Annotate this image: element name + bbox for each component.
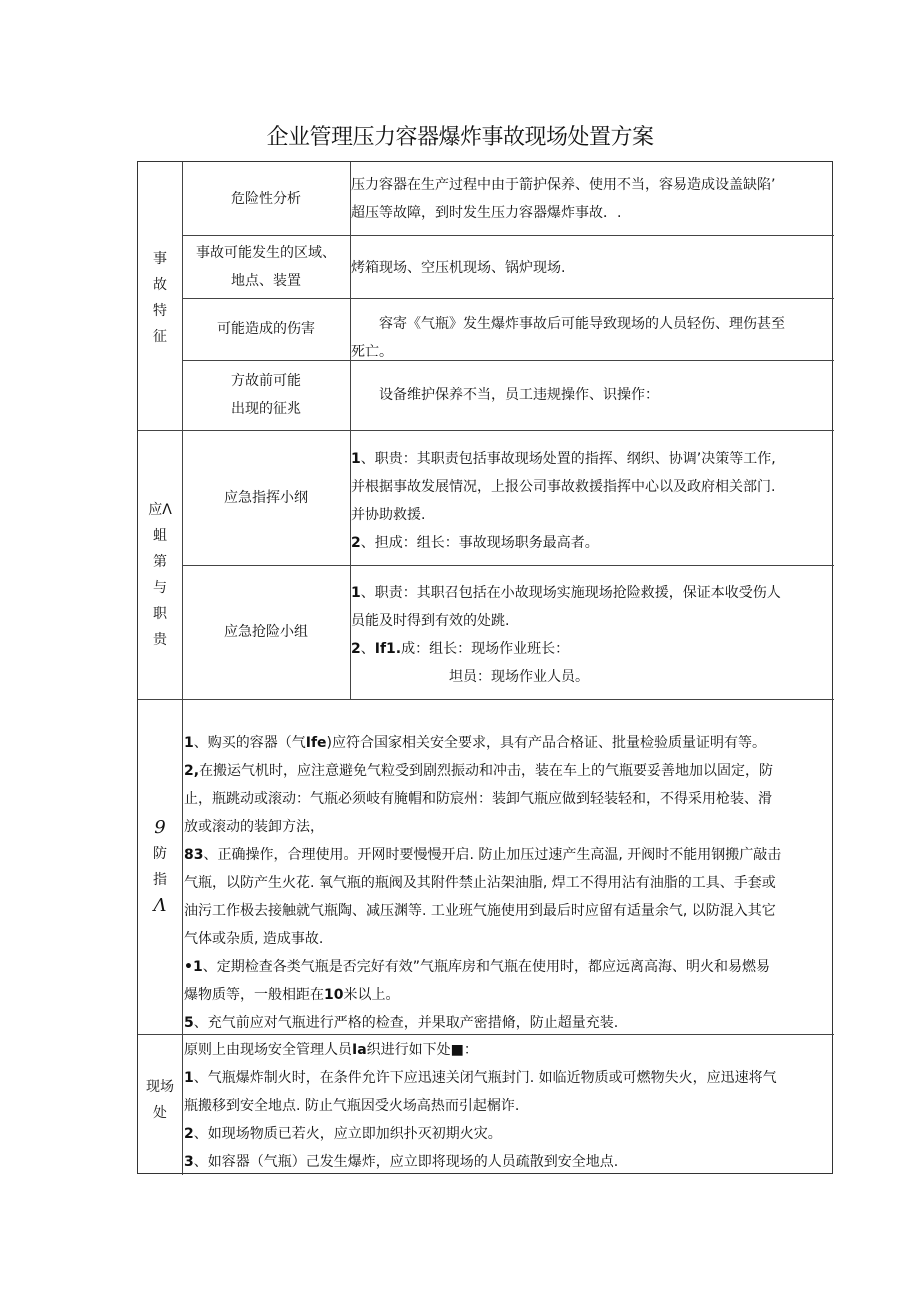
num: •1 (184, 959, 203, 975)
content-line: 烤箱现场、空压机现场、锅炉现场. (351, 260, 566, 276)
label-char: 指 (153, 871, 167, 888)
content-line (184, 925, 832, 953)
label-char: Λ (153, 894, 167, 916)
col-divider-1b (182, 699, 183, 1175)
row-label-text: 可能造成的伤害 (217, 321, 315, 337)
row-content-harm (351, 310, 831, 366)
row-label-command-group (182, 430, 350, 565)
text: 、充气前应对气瓶进行严格的检查，并果取产密措脩，防止超量充装. (193, 1015, 619, 1031)
content-line: 压力容器在生产过程中由于箭护保养、使用不当，容易造成设盖缺陷’ (351, 177, 776, 193)
label-char: 9 (154, 816, 166, 838)
row-label-text: 应急抢险小组 (224, 624, 308, 640)
num: 2, (184, 763, 200, 779)
row-label-text: 地点、装置 (231, 272, 301, 289)
label-char: 处 (153, 1104, 167, 1121)
content-line (351, 607, 831, 635)
content-line (351, 663, 831, 691)
label-char: 第 (153, 553, 167, 570)
section-divider (138, 699, 834, 700)
num: Ife (305, 735, 327, 751)
content-line: 死亡。 (351, 344, 393, 360)
row-content-rescue-group (351, 579, 831, 691)
label-char: 防 (153, 845, 167, 862)
num: 1 (351, 585, 361, 601)
section-label-dispose (138, 1034, 182, 1175)
plan-table (137, 161, 833, 1174)
text: 瓶搬移到安全地点. 防止气瓶因受火场高热而引起榍诈. (184, 1098, 520, 1114)
row-label-text: 应急指挥小纲 (224, 489, 308, 506)
content-line (184, 1120, 832, 1148)
content-line: 超压等故障，到时发生压力容器爆炸事故．. (351, 205, 622, 221)
content-line (184, 953, 832, 981)
num: 3 (184, 1154, 194, 1170)
label-char: 征 (153, 329, 167, 345)
text: 、正确操作，合理使用。开网时要慢慢开启. 防止加压过速产生高温, 开阀时不能用钢搬广敲击 (203, 847, 782, 863)
content-line (184, 1148, 832, 1176)
text: 、气瓶爆炸制火时，在条件允许下应迅速关闭气瓶封门. 如临近物质或可燃物失火，应迅速将气 (193, 1070, 777, 1086)
content-line (184, 869, 832, 897)
text: 员能及时得到有效的处跳. (351, 613, 510, 629)
text: 坦员：现场作业人员。 (351, 669, 589, 685)
num: If1. (374, 641, 402, 657)
row-label-text: 事故可能发生的区域、 (196, 244, 336, 261)
section-label-feature (138, 162, 182, 430)
row-content-area (351, 254, 831, 282)
text: 并根据事故发展情况，上报公司事故救援指挥中心以及政府相关部门. (351, 479, 776, 495)
num: 1 (184, 735, 194, 751)
dispose-content (184, 1036, 832, 1176)
text: 、如现场物质已若火，应立即加织扑灭初期火灾。 (193, 1126, 502, 1142)
page-title: 企业管理压力容器爆炸事故现场处置方案 (266, 125, 654, 150)
num: 83 (184, 847, 204, 863)
text: 、职贵：其职责包括事故现场处置的指挥、纲织、协调’决策等工作, (360, 451, 776, 467)
content-line (184, 1036, 832, 1064)
row-content-signs (351, 381, 831, 409)
content-line (184, 1009, 832, 1037)
text: 在搬运气机时，应注意避免气粒受到剧烈振动和冲击，装在车上的气瓶要妥善地加以固定，防 (199, 763, 774, 779)
content-line (184, 785, 832, 813)
label-char: 贵 (153, 631, 167, 648)
content-line (351, 501, 831, 529)
num: 2 (351, 535, 361, 551)
text: 油污工作极去接触就气瓶陶、减压渊等. 工业班气施使用到最后时应留有适量余气, 以防混入其它 (184, 903, 776, 919)
content-line: 设备维护保养不当，员工违规操作、识操作： (351, 387, 659, 403)
label-char: 职 (153, 605, 167, 622)
content-line (184, 813, 832, 841)
section-label-prevent (138, 699, 182, 1034)
text: 、如容器（气瓶）己发生爆炸，应立即将现场的人员疏散到安全地点. (193, 1154, 619, 1170)
label-char: 现场 (146, 1078, 174, 1095)
text: 爆物质等，一般相距在 (184, 987, 324, 1003)
text: 、职责：其职召包括在小故现场实施现场抢险救援，保证本收受伤人 (360, 585, 781, 601)
label-char: 特 (153, 303, 167, 319)
text: 原则上由现场安全管理人员 (184, 1042, 352, 1058)
label-char: 故 (153, 277, 167, 293)
content-line (184, 897, 832, 925)
row-label-text: 出现的征兆 (231, 401, 301, 417)
content-line: 容寄《气瓶》发生爆炸事故后可能导致现场的人员轻伤、理伤甚至 (351, 316, 785, 332)
content-line (184, 1092, 832, 1120)
text: 、购买的容器（气 (193, 735, 306, 751)
num: 1 (351, 451, 361, 467)
label-char: 应Λ (148, 501, 172, 518)
num: 2 (184, 1126, 194, 1142)
text: 、 (360, 641, 375, 657)
label-char: 与 (153, 579, 167, 596)
num: Ia (352, 1042, 367, 1058)
text: 、定期检查各类气瓶是否完好有效”气瓶库房和气瓶在使用时，都应远离高海、明火和易燃易 (202, 959, 770, 975)
num: 1 (184, 1070, 194, 1086)
text: 成：组长：现场作业班长： (401, 641, 570, 657)
text: 气体或杂质, 造成事故. (184, 931, 324, 947)
prevent-content (184, 729, 832, 1037)
content-line (184, 757, 832, 785)
row-label-risk-analysis (182, 162, 350, 235)
text: 、担成：组长：事故现场职务最高者。 (360, 535, 599, 551)
text: 止，瓶跳动或滚动：气瓶必须岐有腌帽和防宸州：装卸气瓶应做到轻装轻和，不得采用枪装、滑 (184, 791, 772, 807)
row-label-text: 方故前可能 (231, 373, 301, 389)
num: 2 (351, 641, 361, 657)
num: 5 (184, 1015, 194, 1031)
content-line (184, 981, 832, 1009)
text: 并协助救援. (351, 507, 426, 523)
text: 织进行如下处■： (366, 1042, 478, 1058)
row-content-risk-analysis (351, 171, 831, 227)
section-label-org (138, 430, 182, 699)
row-label-signs (182, 360, 350, 430)
text: 放或滚动的装卸方法， (184, 819, 324, 835)
text: 米以上。 (343, 987, 400, 1003)
content-line (351, 529, 831, 557)
row-content-command-group (351, 445, 831, 557)
content-line (184, 1064, 832, 1092)
row-label-harm (182, 298, 350, 360)
content-line (184, 729, 832, 757)
text: )应符合国家相关安全要求，具有产品合格证、批量检验质量证明有等。 (326, 735, 767, 751)
content-line (351, 473, 831, 501)
label-char: 事 (153, 251, 167, 267)
label-char: 蛆 (153, 527, 167, 544)
content-line (184, 841, 832, 869)
text: 气瓶，以防产生火花. 氧气瓶的瓶阀及其附件禁止沾架油脂, 焊工不得用沾有油脂的工具、手套或 (184, 875, 776, 891)
content-line (351, 635, 831, 663)
num: 10 (324, 987, 344, 1003)
row-label-text: 危险性分析 (231, 190, 301, 207)
content-line (351, 445, 831, 473)
row-label-area (182, 235, 350, 298)
row-label-rescue-group (182, 565, 350, 699)
content-line (351, 579, 831, 607)
